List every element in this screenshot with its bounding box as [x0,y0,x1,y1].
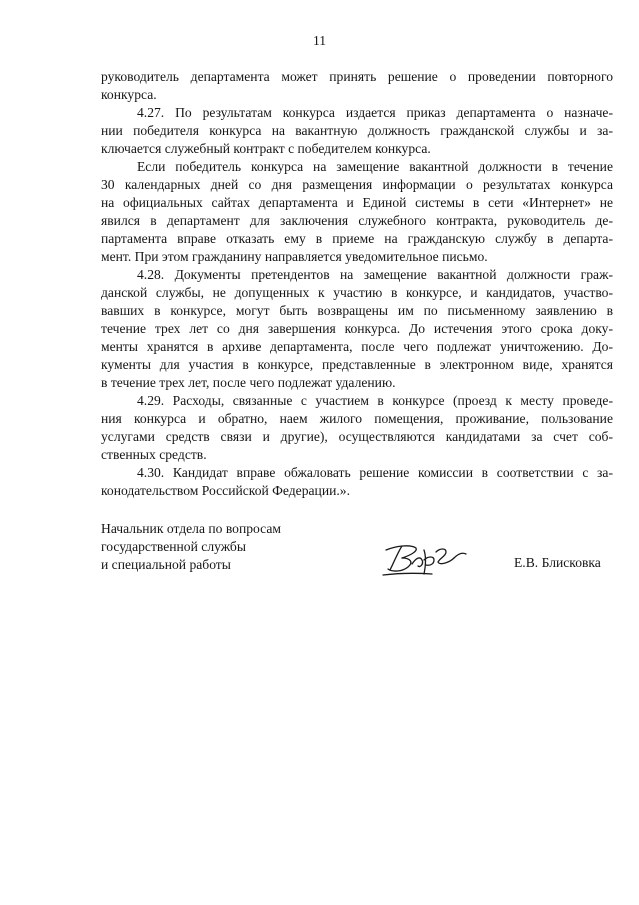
signatory-name: Е.В. Блисковка [514,555,601,570]
text-line: явился в департамент для заключения служебного контракта, руководитель де- [101,213,613,228]
text-line: ственных средств. [101,447,207,462]
text-line: ключается служебный контракт с победителем конкурса. [101,141,431,156]
text-line: 4.29. Расходы, связанные с участием в конкурсе (проезд к месту проведе- [137,393,613,408]
text-line: 4.28. Документы претендентов на замещение вакантной должности граж- [137,267,613,282]
text-line: вавших в конкурсе, могут быть возвращены им по письменному заявлению в [101,303,613,318]
text-line: данской службы, не допущенных к участию в конкурсе, и кандидатов, участво- [101,285,613,300]
signatory-title-line: и специальной работы [101,557,231,572]
text-line: ния конкурса и обратно, наем жилого помещения, проживание, пользование [101,411,613,426]
text-line: кументы для участия в конкурсе, представленные в электронном виде, хранятся [101,357,613,372]
text-line: 30 календарных дней со дня размещения информации о результатах конкурса [101,177,613,192]
handwritten-signature [380,540,476,580]
signatory-title-line: Начальник отдела по вопросам [101,521,282,536]
text-line: руководитель департамента может принять решение о проведении повторного [101,69,613,84]
text-line: 4.27. По результатам конкурса издается приказ департамента о назначе- [137,105,613,120]
text-line: течение трех лет со дня завершения конкурса. До истечения этого срока доку- [101,321,613,336]
text-line: менты хранятся в архиве департамента, после чего подлежат уничтожению. До- [101,339,613,354]
text-line: на официальных сайтах департамента и Единой системы в сети «Интернет» не [101,195,613,210]
text-line: партамента вправе отказать ему в приеме на гражданскую службу в департа- [101,231,613,246]
page-number: 11 [312,33,327,48]
signatory-title-line: государственной службы [101,539,246,554]
text-line: в течение трех лет, после чего подлежат удалению. [101,375,396,390]
text-line: 4.30. Кандидат вправе обжаловать решение комиссии в соответствии с за- [137,465,613,480]
text-line: Если победитель конкурса на замещение вакантной должности в течение [137,159,613,174]
text-line: услугами средств связи и другие), осуществляются кандидатами за счет соб- [101,429,613,444]
text-line: конодательством Российской Федерации.». [101,483,350,498]
text-line: нии победителя конкурса на вакантную должность гражданской службы и за- [101,123,613,138]
text-line: мент. При этом гражданину направляется уведомительное письмо. [101,249,488,264]
text-line: конкурса. [101,87,157,102]
